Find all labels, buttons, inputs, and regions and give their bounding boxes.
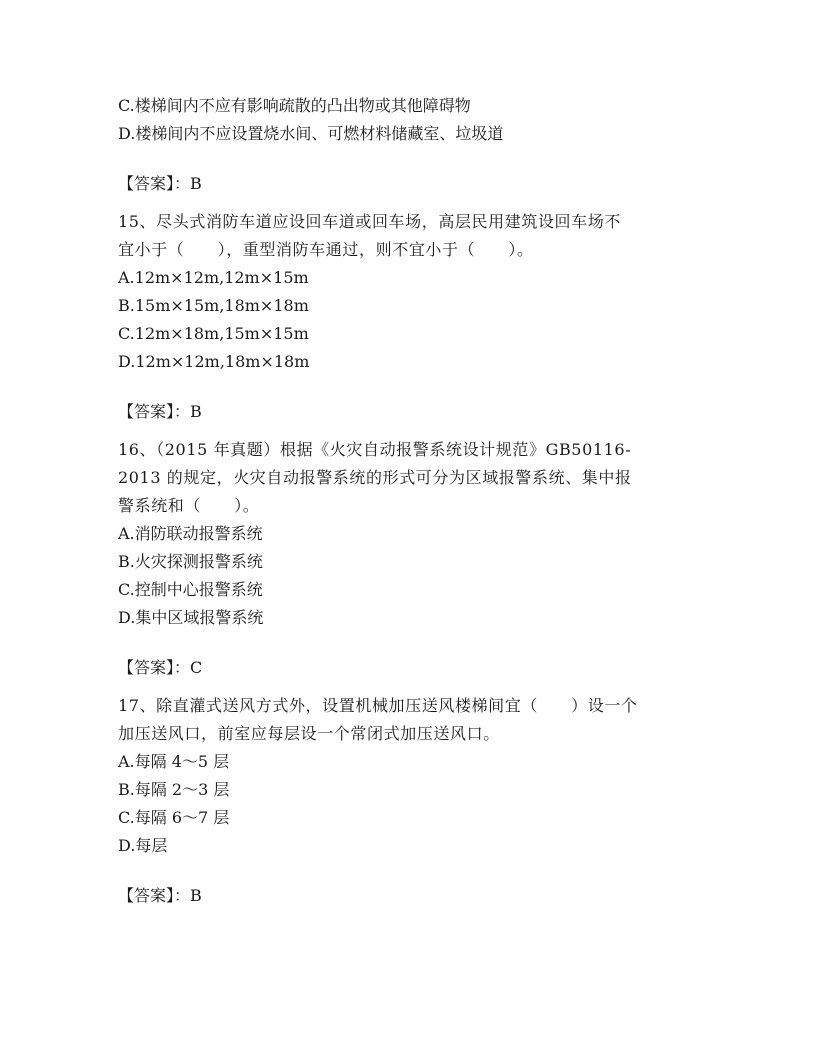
answer-line: 【答案】：B xyxy=(118,174,202,193)
question-16 xyxy=(118,436,698,682)
document-page xyxy=(118,92,698,910)
stem-line: 17、除直灌式送风方式外，设置机械加压送风楼梯间宜（ ）设一个 xyxy=(118,696,638,715)
stem-line: 2013 的规定，火灾自动报警系统的形式可分为区域报警系统、集中报 xyxy=(118,468,632,487)
option-c: C.12m×18m,15m×15m xyxy=(118,324,309,343)
option-d: D.每层 xyxy=(118,836,168,855)
question-17 xyxy=(118,692,698,910)
question-stem xyxy=(118,692,698,748)
option-b: B.15m×15m,18m×18m xyxy=(118,296,309,315)
question-stem xyxy=(118,436,698,520)
stem-line: 宜小于（ ），重型消防车通过，则不宜小于（ ）。 xyxy=(118,240,534,259)
option-a: A.12m×12m,12m×15m xyxy=(118,268,309,287)
option-d: D.楼梯间内不应设置烧水间、可燃材料储藏室、垃圾道 xyxy=(118,124,504,143)
question-15 xyxy=(118,208,698,426)
option-c: C.控制中心报警系统 xyxy=(118,580,263,599)
stem-line: 16、（2015 年真题）根据《火灾自动报警系统设计规范》GB50116- xyxy=(118,440,632,459)
option-c: C.每隔 6～7 层 xyxy=(118,808,230,827)
answer-line: 【答案】：C xyxy=(118,658,203,677)
option-d: D.12m×12m,18m×18m xyxy=(118,352,310,371)
option-d: D.集中区域报警系统 xyxy=(118,608,264,627)
option-a: A.消防联动报警系统 xyxy=(118,524,263,543)
answer-line: 【答案】：B xyxy=(118,402,202,421)
question-stem xyxy=(118,208,698,264)
option-b: B.火灾探测报警系统 xyxy=(118,552,263,571)
question-14-tail xyxy=(118,92,698,198)
option-b: B.每隔 2～3 层 xyxy=(118,780,230,799)
stem-line: 加压送风口，前室应每层设一个常闭式加压送风口。 xyxy=(118,724,500,743)
answer-line: 【答案】：B xyxy=(118,886,202,905)
stem-line: 15、尽头式消防车道应设回车道或回车场，高层民用建筑设回车场不 xyxy=(118,212,621,231)
option-c: C.楼梯间内不应有影响疏散的凸出物或其他障碍物 xyxy=(118,96,471,115)
option-a: A.每隔 4～5 层 xyxy=(118,752,230,771)
stem-line: 警系统和（ ）。 xyxy=(118,496,260,515)
